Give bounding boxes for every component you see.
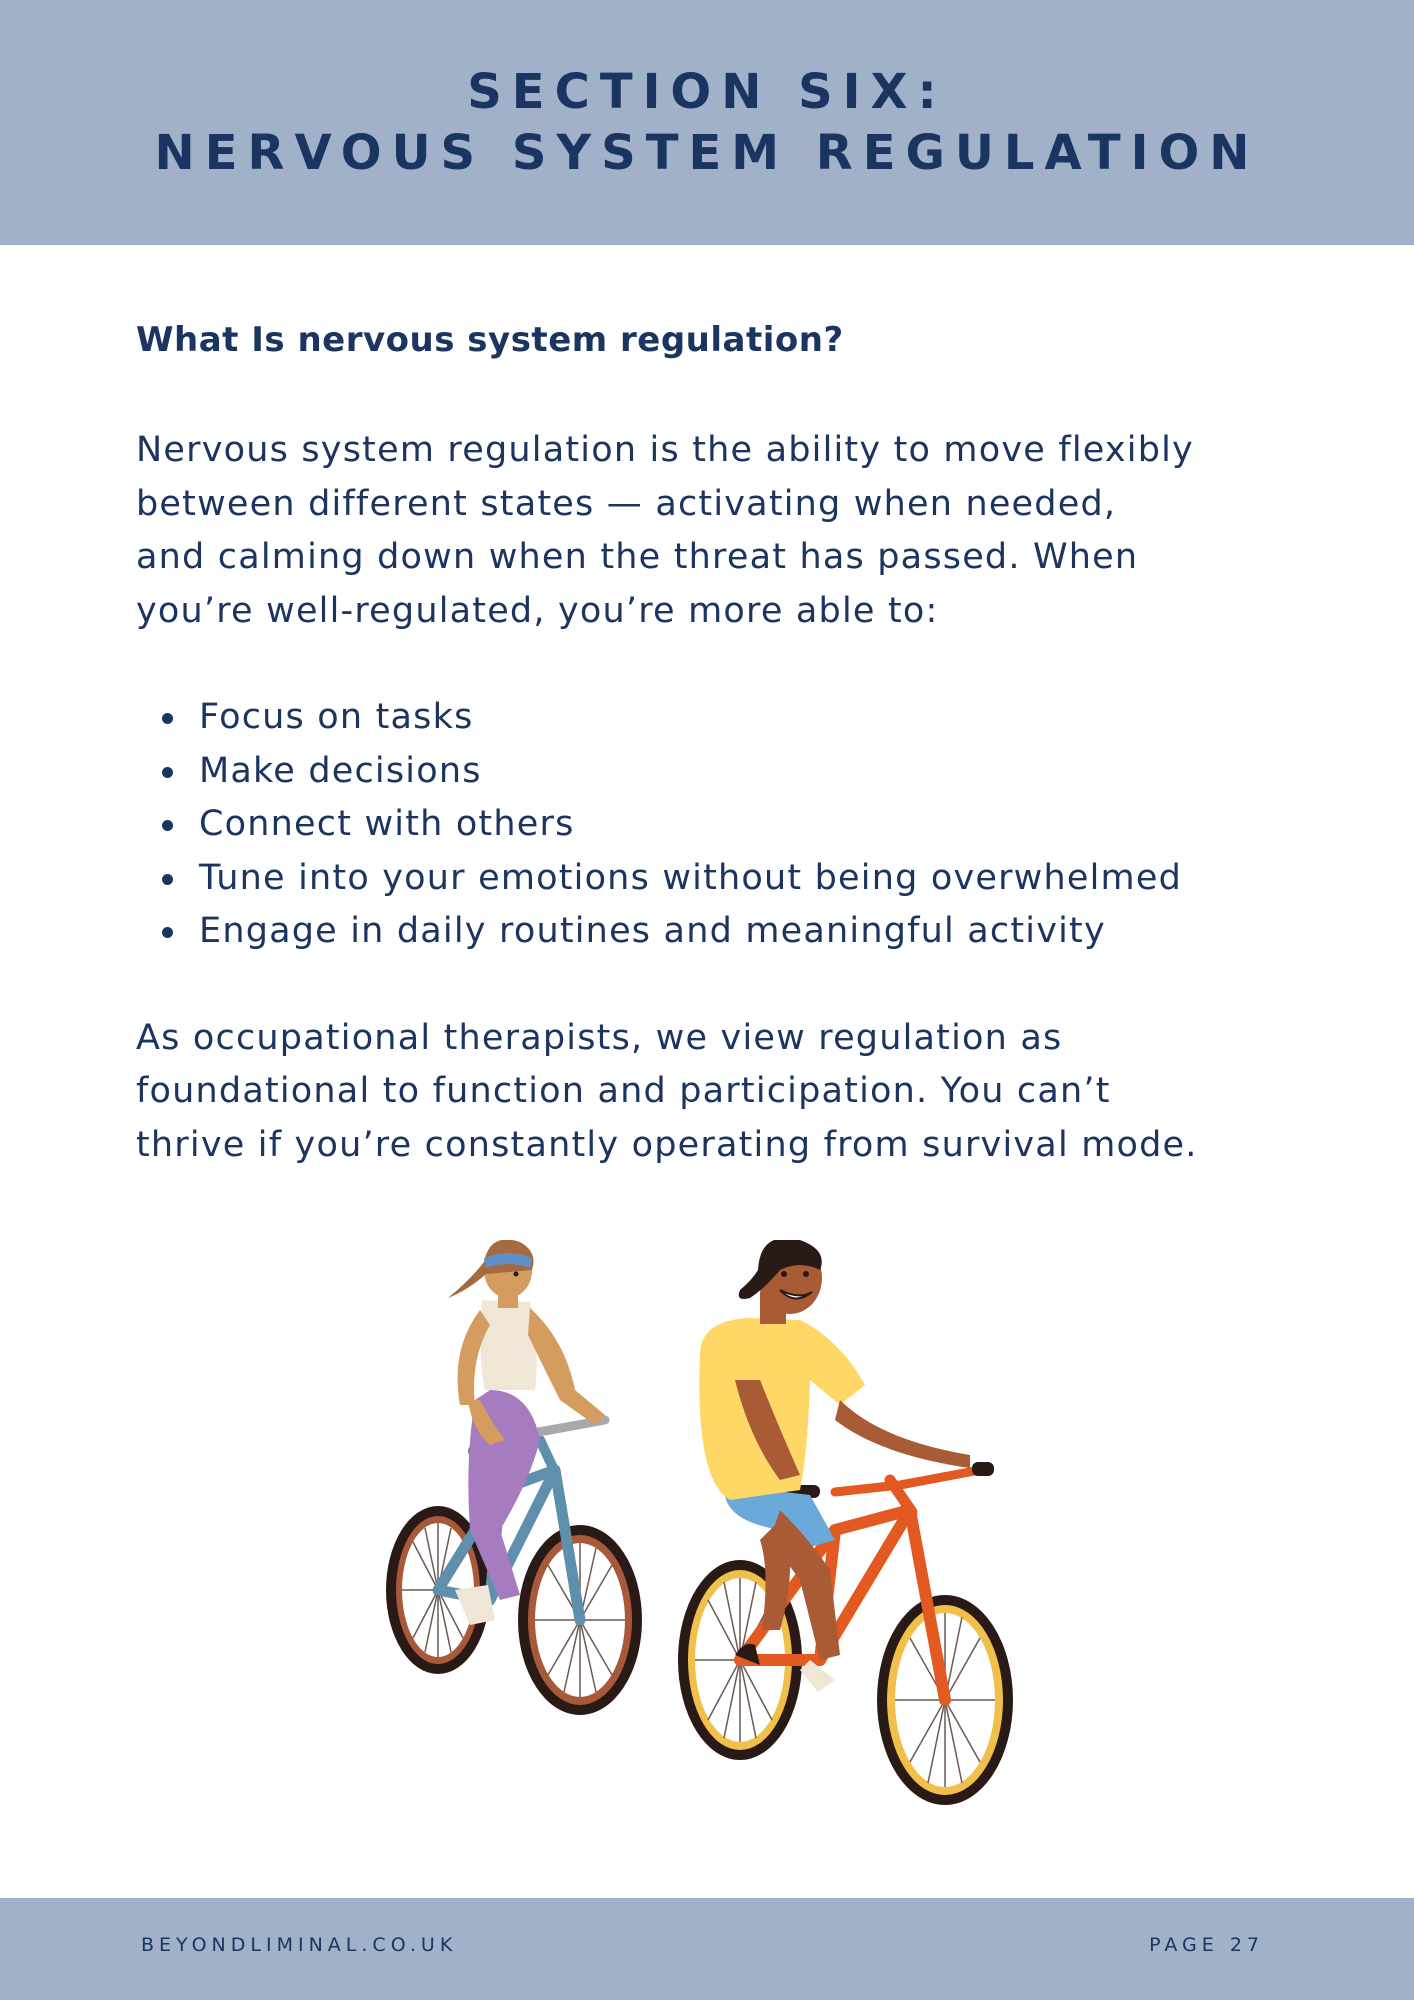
page-number: PAGE 27	[1149, 1934, 1264, 1956]
bullet-icon	[162, 820, 173, 831]
orange-bicycle	[678, 1462, 1013, 1805]
section-title-line-2: NERVOUS SYSTEM REGULATION	[154, 124, 1260, 181]
question-heading: What Is nervous system regulation?	[136, 320, 844, 360]
section-header	[0, 0, 1414, 245]
bullet-icon	[162, 874, 173, 885]
intro-line: you’re well-regulated, you’re more able to:	[136, 590, 939, 631]
website-link[interactable]: BEYONDLIMINAL.CO.UK	[141, 1934, 458, 1956]
closing-line: foundational to function and participation. You can’t	[136, 1071, 1111, 1111]
intro-line: and calming down when the threat has passed. When	[136, 537, 1139, 577]
intro-paragraph	[136, 424, 1296, 638]
list-item	[136, 852, 1296, 906]
abilities-list	[136, 691, 1296, 959]
closing-paragraph	[136, 1012, 1296, 1173]
list-item-text: Connect with others	[199, 804, 575, 844]
closing-line: thrive if you’re constantly operating from survival mode.	[136, 1124, 1198, 1165]
list-item	[136, 745, 1296, 799]
list-item	[136, 691, 1296, 745]
list-item-text: Focus on tasks	[199, 697, 474, 737]
main-content	[136, 318, 1296, 1172]
list-item	[136, 905, 1296, 959]
bullet-icon	[162, 713, 173, 724]
bullet-icon	[162, 927, 173, 938]
list-item-text: Make decisions	[199, 750, 482, 791]
page-footer	[0, 1898, 1414, 2000]
list-item	[136, 798, 1296, 852]
two-people-cycling-illustration	[380, 1240, 1040, 1840]
bullet-icon	[162, 767, 173, 778]
section-title-line-1: SECTION SIX:	[467, 63, 947, 120]
list-item-text: Engage in daily routines and meaningful activity	[199, 911, 1106, 951]
intro-line: between different states — activating when needed,	[136, 483, 1117, 524]
list-item-text: Tune into your emotions without being overwhelmed	[199, 857, 1182, 898]
intro-line: Nervous system regulation is the ability to move flexibly	[136, 430, 1194, 470]
closing-line: As occupational therapists, we view regulation as	[136, 1017, 1063, 1058]
cyclists-svg	[380, 1240, 1040, 1840]
